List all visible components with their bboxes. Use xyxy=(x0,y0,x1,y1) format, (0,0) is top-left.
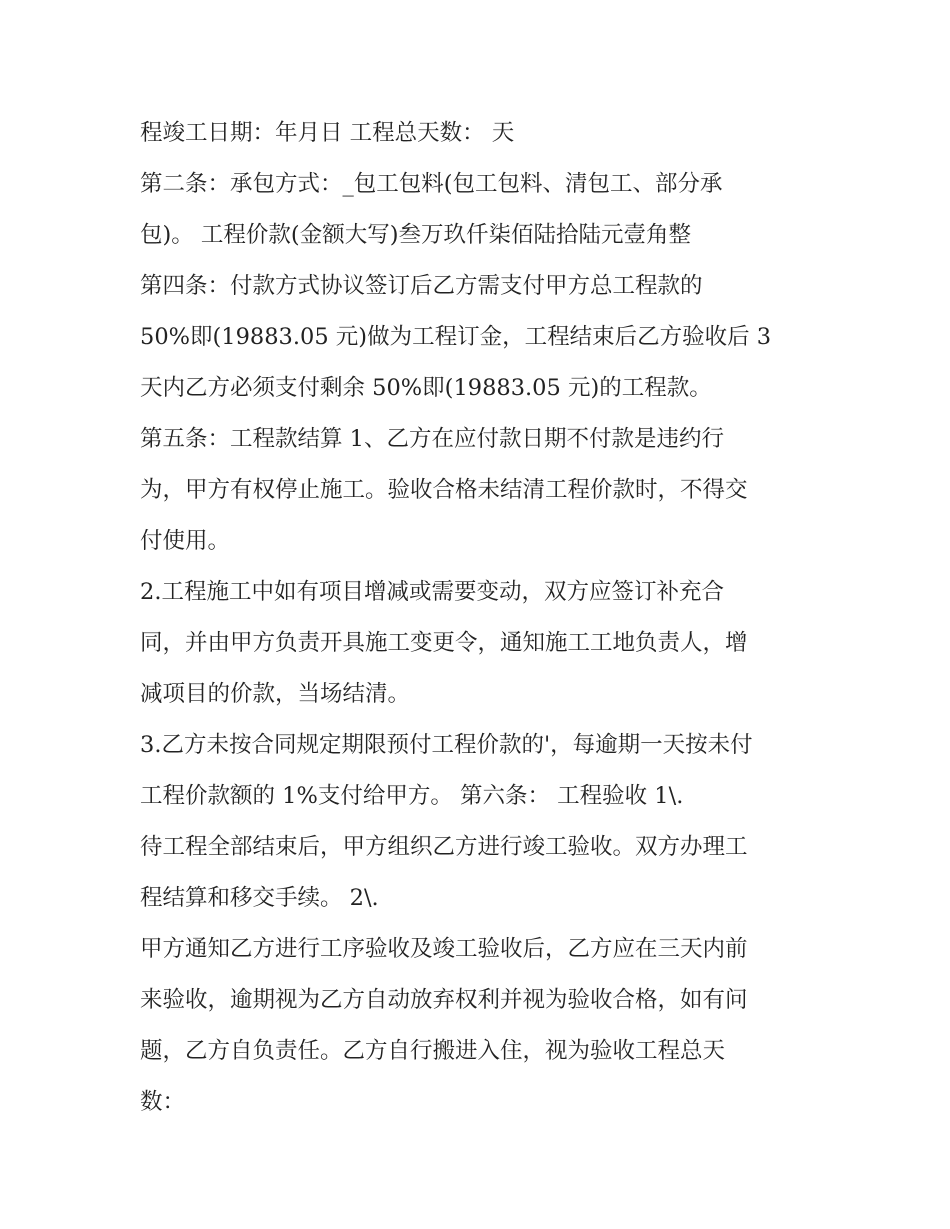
text-line-5: 50%即(19883.05 元)做为工程订金，工程结束后乙方验收后 3 xyxy=(140,324,772,350)
text-line-14: 工程价款额的 1%支付给甲方。 第六条： 工程验收 1\. xyxy=(140,783,684,809)
text-line-2: 第二条：承包方式：_包工包料(包工包料、清包工、部分承 xyxy=(140,171,723,197)
text-line-13: 3.乙方未按合同规定期限预付工程价款的'，每逾期一天按未付 xyxy=(140,732,753,758)
text-line-17: 甲方通知乙方进行工序验收及竣工验收后，乙方应在三天内前 xyxy=(140,936,748,962)
text-line-19: 题，乙方自负责任。乙方自行搬进入住，视为验收工程总天 xyxy=(140,1038,726,1064)
text-line-10: 2.工程施工中如有项目增减或需要变动，双方应签订补充合 xyxy=(140,579,724,605)
text-line-20: 数： xyxy=(140,1089,186,1115)
text-line-12: 减项目的价款，当场结清。 xyxy=(140,681,411,707)
contract-text xyxy=(140,108,820,1128)
text-line-8: 为，甲方有权停止施工。验收合格未结清工程价款时，不得交 xyxy=(140,477,748,503)
text-line-4: 第四条：付款方式协议签订后乙方需支付甲方总工程款的 xyxy=(140,273,703,299)
text-line-11: 同，并由甲方负责开具施工变更令，通知施工工地负责人，增 xyxy=(140,630,748,656)
text-line-18: 来验收，逾期视为乙方自动放弃权利并视为验收合格，如有问 xyxy=(140,987,748,1013)
text-line-7: 第五条：工程款结算 1、乙方在应付款日期不付款是违约行 xyxy=(140,426,724,452)
text-line-16: 程结算和移交手续。 2\. xyxy=(140,885,379,911)
text-line-9: 付使用。 xyxy=(140,528,231,554)
text-line-15: 待工程全部结束后，甲方组织乙方进行竣工验收。双方办理工 xyxy=(140,834,748,860)
text-line-6: 天内乙方必须支付剩余 50%即(19883.05 元)的工程款。 xyxy=(140,375,712,401)
text-line-1: 程竣工日期：年月日 工程总天数： 天 xyxy=(140,120,515,146)
text-line-3: 包)。 工程价款(金额大写)叁万玖仟柒佰陆拾陆元壹角整 xyxy=(140,222,691,248)
